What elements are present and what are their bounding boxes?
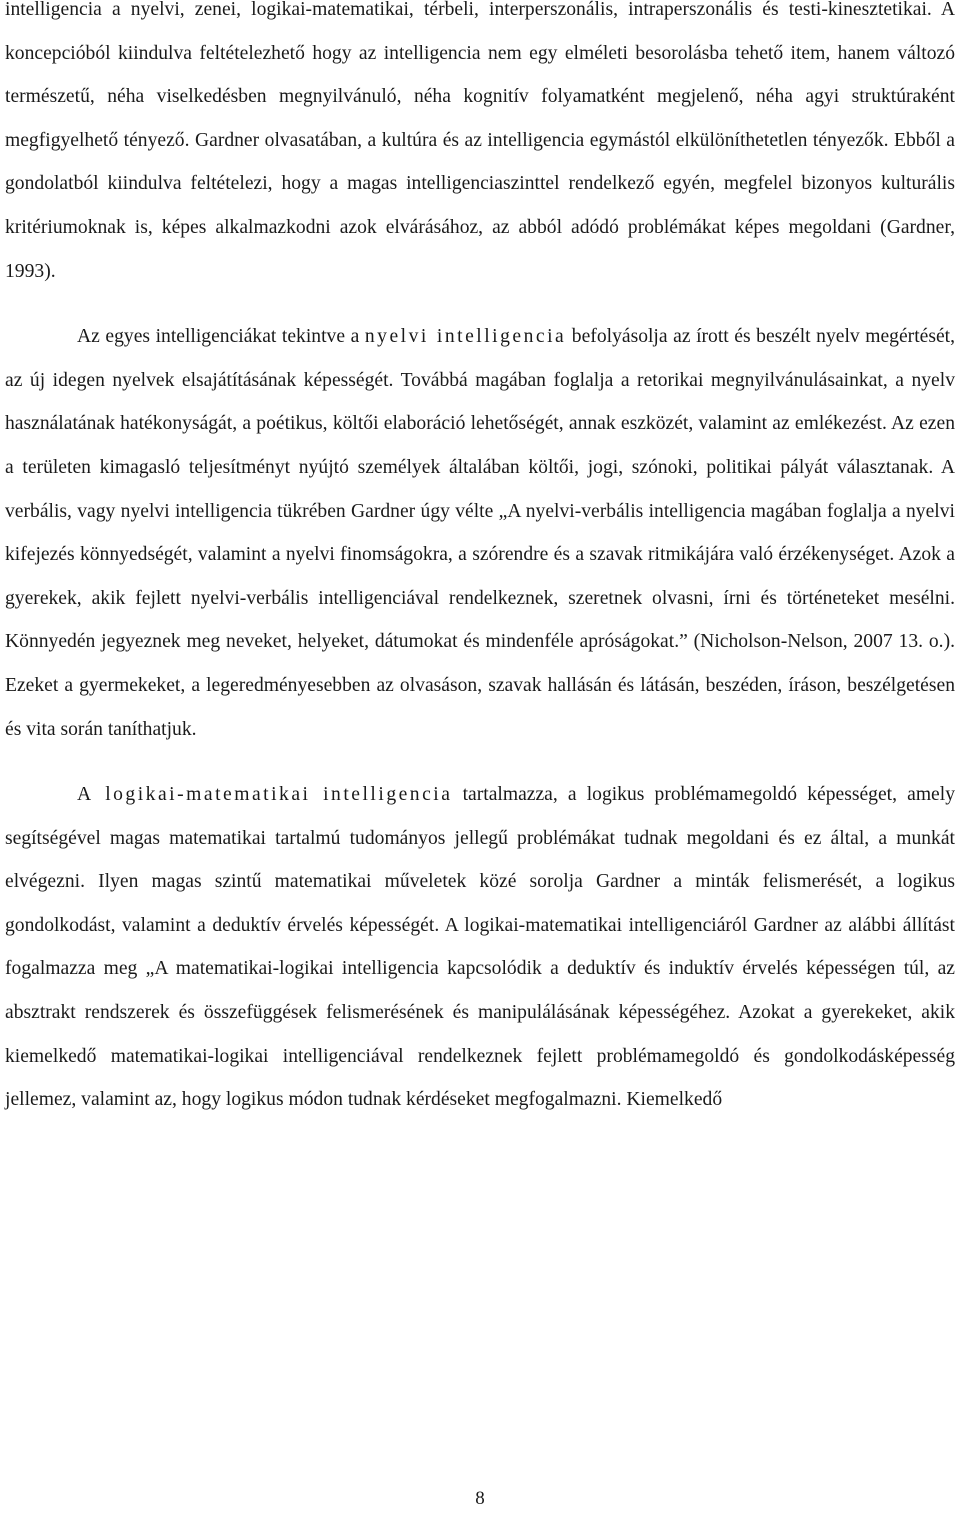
- term-logical-mathematical-intelligence: A logikai-matematikai intelligencia: [77, 784, 453, 806]
- paragraph-2-intro: Az egyes intelligenciákat tekintve a: [77, 326, 365, 348]
- paragraph-3: [5, 773, 955, 1122]
- document-page: [5, 0, 955, 1122]
- term-verbal-intelligence: nyelvi intelligencia: [364, 326, 567, 348]
- paragraph-3-body: tartalmazza, a logikus problémamegoldó képességet, amely segítségével magas matematikai tartalmú tudományos jellegű problémákat tudnak megoldani és ez által, a munkát elvégezni. Ilyen magas szintű matematikai műveletek közé sorolja Gardner a minták felismerését, a logikus gondolkodást, valamint a deduktív érvelés képességét. A logikai-matematikai intelligenciáról Gardner az alábbi állítást fogalmazza meg „A matematikai-logikai intelligencia kapcsolódik a deduktív és induktív érvelés képességen túl, az absztrakt rendszerek és összefüggések felismerésének és manipulálásának képességéhez. Azokat a gyerekeket, akik kiemelkedő matematikai-logikai intelligenciával rendelkeznek fejlett problémamegoldó és gondolkodásképesség jellemez, valamint az, hogy logikus módon tudnak kérdéseket megfogalmazni. Kiemelkedő: [5, 784, 955, 1111]
- page-number: 8: [475, 1488, 485, 1509]
- paragraph-2-body: befolyásolja az írott és beszélt nyelv megértését, az új idegen nyelvek elsajátításának képességét. Továbbá magában foglalja a retorikai megnyilvánulásainkat, a nyelv használatának hatékonyságát, a poétikus, költői elaboráció lehetőségét, annak eszközét, valamint az emlékezést. Az ezen a területen kimagasló teljesítményt nyújtó személyek általában költői, jogi, szónoki, politikai pályát választanak. A verbális, vagy nyelvi intelligencia tükrében Gardner úgy vélte „A nyelvi-verbális intelligencia magában foglalja a nyelvi kifejezés könnyedségét, valamint a nyelvi finomságokra, a szórendre és a szavak ritmikájára való érzékenységet. Azok a gyerekek, akik fejlett nyelvi-verbális intelligenciával rendelkeznek, szeretnek olvasni, írni és történeteket mesélni. Könnyedén jegyeznek meg neveket, helyeket, dátumokat és mindenféle apróságokat.” (Nicholson-Nelson, 2007 13. o.). Ezeket a gyermekeket, a legeredményesebben az olvasáson, szavak hallásán és látásán, beszéden, íráson, beszélgetésen és vita során taníthatjuk.: [5, 326, 956, 740]
- paragraph-1: intelligencia a nyelvi, zenei, logikai-matematikai, térbeli, interperszonális, intraperszonális és testi-kinesztetikai. A koncepcióból kiindulva feltételezhető hogy az intelligencia nem egy elméleti besorolásba tehető item, hanem változó természetű, néha viselkedésben megnyilvánuló, néha kognitív folyamatként megjelenő, néha agyi struktúraként megfigyelhető tényező. Gardner olvasatában, a kultúra és az intelligencia egymástól elkülöníthetetlen tényezők. Ebből a gondolatból kiindulva feltételezi, hogy a magas intelligenciaszinttel rendelkező egyén, megfelel bizonyos kulturális kritériumoknak is, képes alkalmazkodni azok elvárásához, az abból adódó problémákat képes megoldani (Gardner, 1993).: [5, 0, 955, 282]
- paragraph-2: [5, 315, 955, 751]
